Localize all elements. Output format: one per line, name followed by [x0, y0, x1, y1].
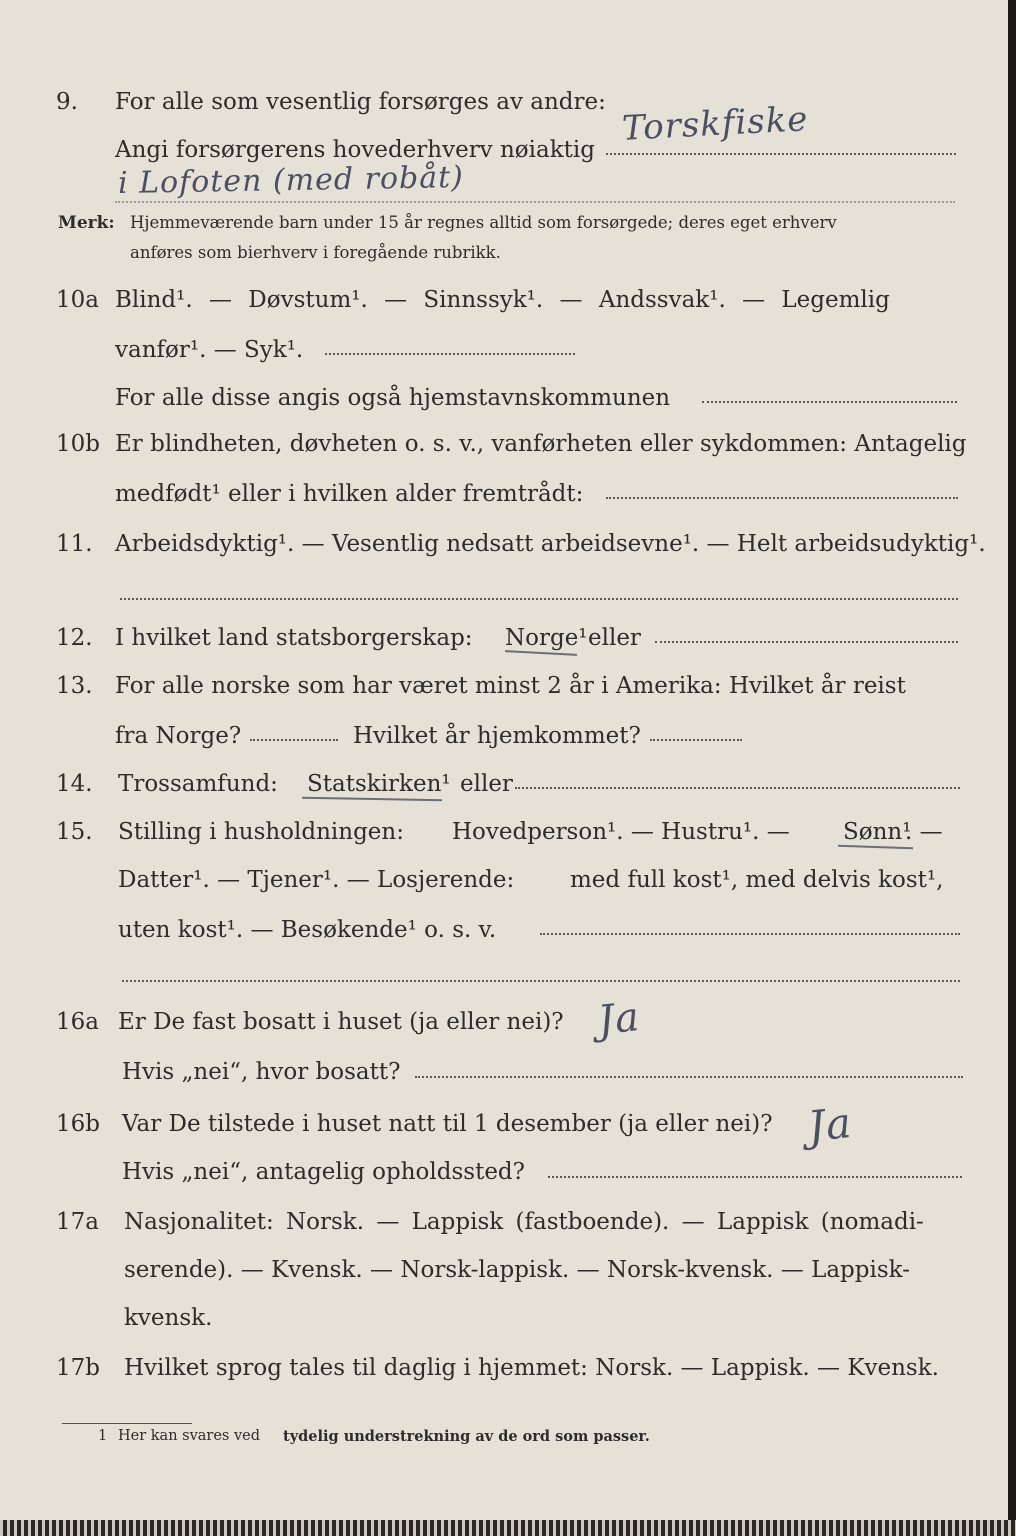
item-text: I hvilket land statsborgerskap: — [115, 625, 473, 651]
item-13 — [0, 666, 1008, 706]
item-17a-line3 — [0, 1298, 1008, 1338]
answer-line — [415, 1076, 963, 1078]
item-10b — [0, 424, 1008, 464]
item-text-suffix: eller — [588, 625, 641, 651]
answer-line — [540, 933, 960, 935]
item-15-line3 — [0, 910, 1008, 950]
item-10a-line2 — [0, 330, 1008, 370]
item-text: Er blindheten, døvheten o. s. v., vanførheten eller sykdommen: Antagelig — [115, 431, 967, 457]
answer-line — [650, 739, 742, 741]
item-text: For alle norske som har været minst 2 år i Amerika: Hvilket år reist — [115, 673, 906, 699]
item-text: Angi forsørgerens hovederhverv nøiaktig — [115, 137, 595, 163]
item-number: 14. — [56, 771, 93, 797]
answer-line — [325, 353, 575, 355]
item-text: Hvilket sprog tales til daglig i hjemmet: Norsk. — Lappisk. — Kvensk. — [124, 1355, 939, 1381]
option-sonn: Sønn¹ — [843, 819, 912, 845]
scan-edge — [0, 1520, 1016, 1536]
item-number: 16b — [56, 1111, 100, 1137]
item-16b — [0, 1104, 1008, 1144]
footnote-mark: 1 — [98, 1428, 108, 1444]
handwritten-answer: Ja — [805, 1097, 855, 1152]
item-number: 13. — [56, 673, 93, 699]
handwritten-answer: Torskfiske — [621, 99, 810, 149]
item-text: Datter¹. — Tjener¹. — Losjerende: — [118, 867, 515, 893]
answer-line — [702, 401, 957, 403]
item-15-line2 — [0, 860, 1008, 900]
item-17a-line2 — [0, 1250, 1008, 1290]
answer-line — [548, 1176, 962, 1178]
note-text: Hjemmeværende barn under 15 år regnes alltid som forsørgede; deres eget erhverv — [130, 213, 837, 232]
item-text: serende). — Kvensk. — Norsk-lappisk. — Norsk-kvensk. — Lappisk- — [124, 1257, 910, 1283]
note-line2 — [0, 238, 1008, 268]
item-number: 10b — [56, 431, 100, 457]
option-statskirken: Statskirken¹ — [307, 771, 451, 797]
item-text: kvensk. — [124, 1305, 213, 1331]
item-17b — [0, 1348, 1008, 1388]
item-16a — [0, 1002, 1008, 1042]
item-text: vanfør¹. — Syk¹. — [115, 337, 304, 363]
item-text: For alle som vesentlig forsørges av andre: — [115, 89, 606, 115]
item-number: 10a — [56, 287, 99, 313]
item-text: uten kost¹. — Besøkende¹ o. s. v. — [118, 917, 497, 943]
item-number: 11. — [56, 531, 93, 557]
item-text: . — — [905, 819, 943, 845]
item-number: 17a — [56, 1209, 99, 1235]
answer-line — [606, 153, 956, 155]
answer-line — [122, 980, 960, 982]
answer-line — [115, 201, 955, 203]
item-text: Blind¹. — Døvstum¹. — Sinnssyk¹. — Andssvak¹. — Legemlig — [115, 287, 890, 313]
note-label: Merk: — [58, 213, 115, 233]
item-11 — [0, 524, 1008, 564]
item-16b-line2 — [0, 1152, 1008, 1192]
note — [0, 208, 1008, 238]
handwritten-answer: i Lofoten (med robåt) — [117, 159, 465, 202]
item-16a-line2 — [0, 1052, 1008, 1092]
item-17a — [0, 1202, 1008, 1242]
item-13-line2 — [0, 716, 1008, 756]
footnote-text-bold: tydelig understrekning av de ord som passer. — [283, 1428, 650, 1445]
item-10a-line3 — [0, 378, 1008, 418]
item-number: 9. — [56, 89, 78, 115]
answer-line — [250, 739, 338, 741]
footnote-rule — [62, 1423, 192, 1424]
answer-line — [515, 787, 960, 789]
item-text: For alle disse angis også hjemstavnskommunen — [115, 385, 671, 411]
item-number: 17b — [56, 1355, 100, 1381]
item-text: Hvilket år hjemkommet? — [353, 723, 641, 749]
item-number: 15. — [56, 819, 93, 845]
item-text: Stilling i husholdningen: — [118, 819, 404, 845]
item-text-suffix: eller — [460, 771, 513, 797]
item-9 — [0, 82, 1008, 122]
note-text: anføres som bierhverv i foregående rubrikk. — [130, 243, 501, 262]
item-text: Hovedperson¹. — Hustru¹. — — [452, 819, 790, 845]
item-text: Trossamfund: — [118, 771, 278, 797]
item-text: Arbeidsdyktig¹. — Vesentlig nedsatt arbeidsevne¹. — Helt arbeidsudyktig¹. — [115, 531, 986, 557]
item-9-line2 — [0, 130, 1008, 170]
item-text: fra Norge? — [115, 723, 242, 749]
item-14 — [0, 764, 1008, 804]
handwritten-answer: Ja — [595, 993, 643, 1045]
item-text: med full kost¹, med delvis kost¹, — [570, 867, 944, 893]
item-text: Nasjonalitet: Norsk. — Lappisk (fastboende). — Lappisk (nomadi- — [124, 1209, 924, 1235]
item-text: Hvis „nei“, hvor bosatt? — [122, 1059, 401, 1085]
item-text: Er De fast bosatt i huset (ja eller nei)? — [118, 1009, 564, 1035]
answer-line — [606, 497, 958, 499]
item-10b-line2 — [0, 474, 1008, 514]
item-10a — [0, 280, 1008, 320]
item-text: Hvis „nei“, antagelig opholdssted? — [122, 1159, 525, 1185]
footnote-text: Her kan svares ved — [118, 1428, 261, 1444]
item-text: medfødt¹ eller i hvilken alder fremtrådt: — [115, 481, 584, 507]
answer-line — [655, 641, 958, 643]
item-text: Var De tilstede i huset natt til 1 desember (ja eller nei)? — [122, 1111, 773, 1137]
item-number: 16a — [56, 1009, 99, 1035]
option-norge: Norge¹ — [505, 625, 588, 651]
item-number: 12. — [56, 625, 93, 651]
answer-line — [120, 598, 958, 600]
